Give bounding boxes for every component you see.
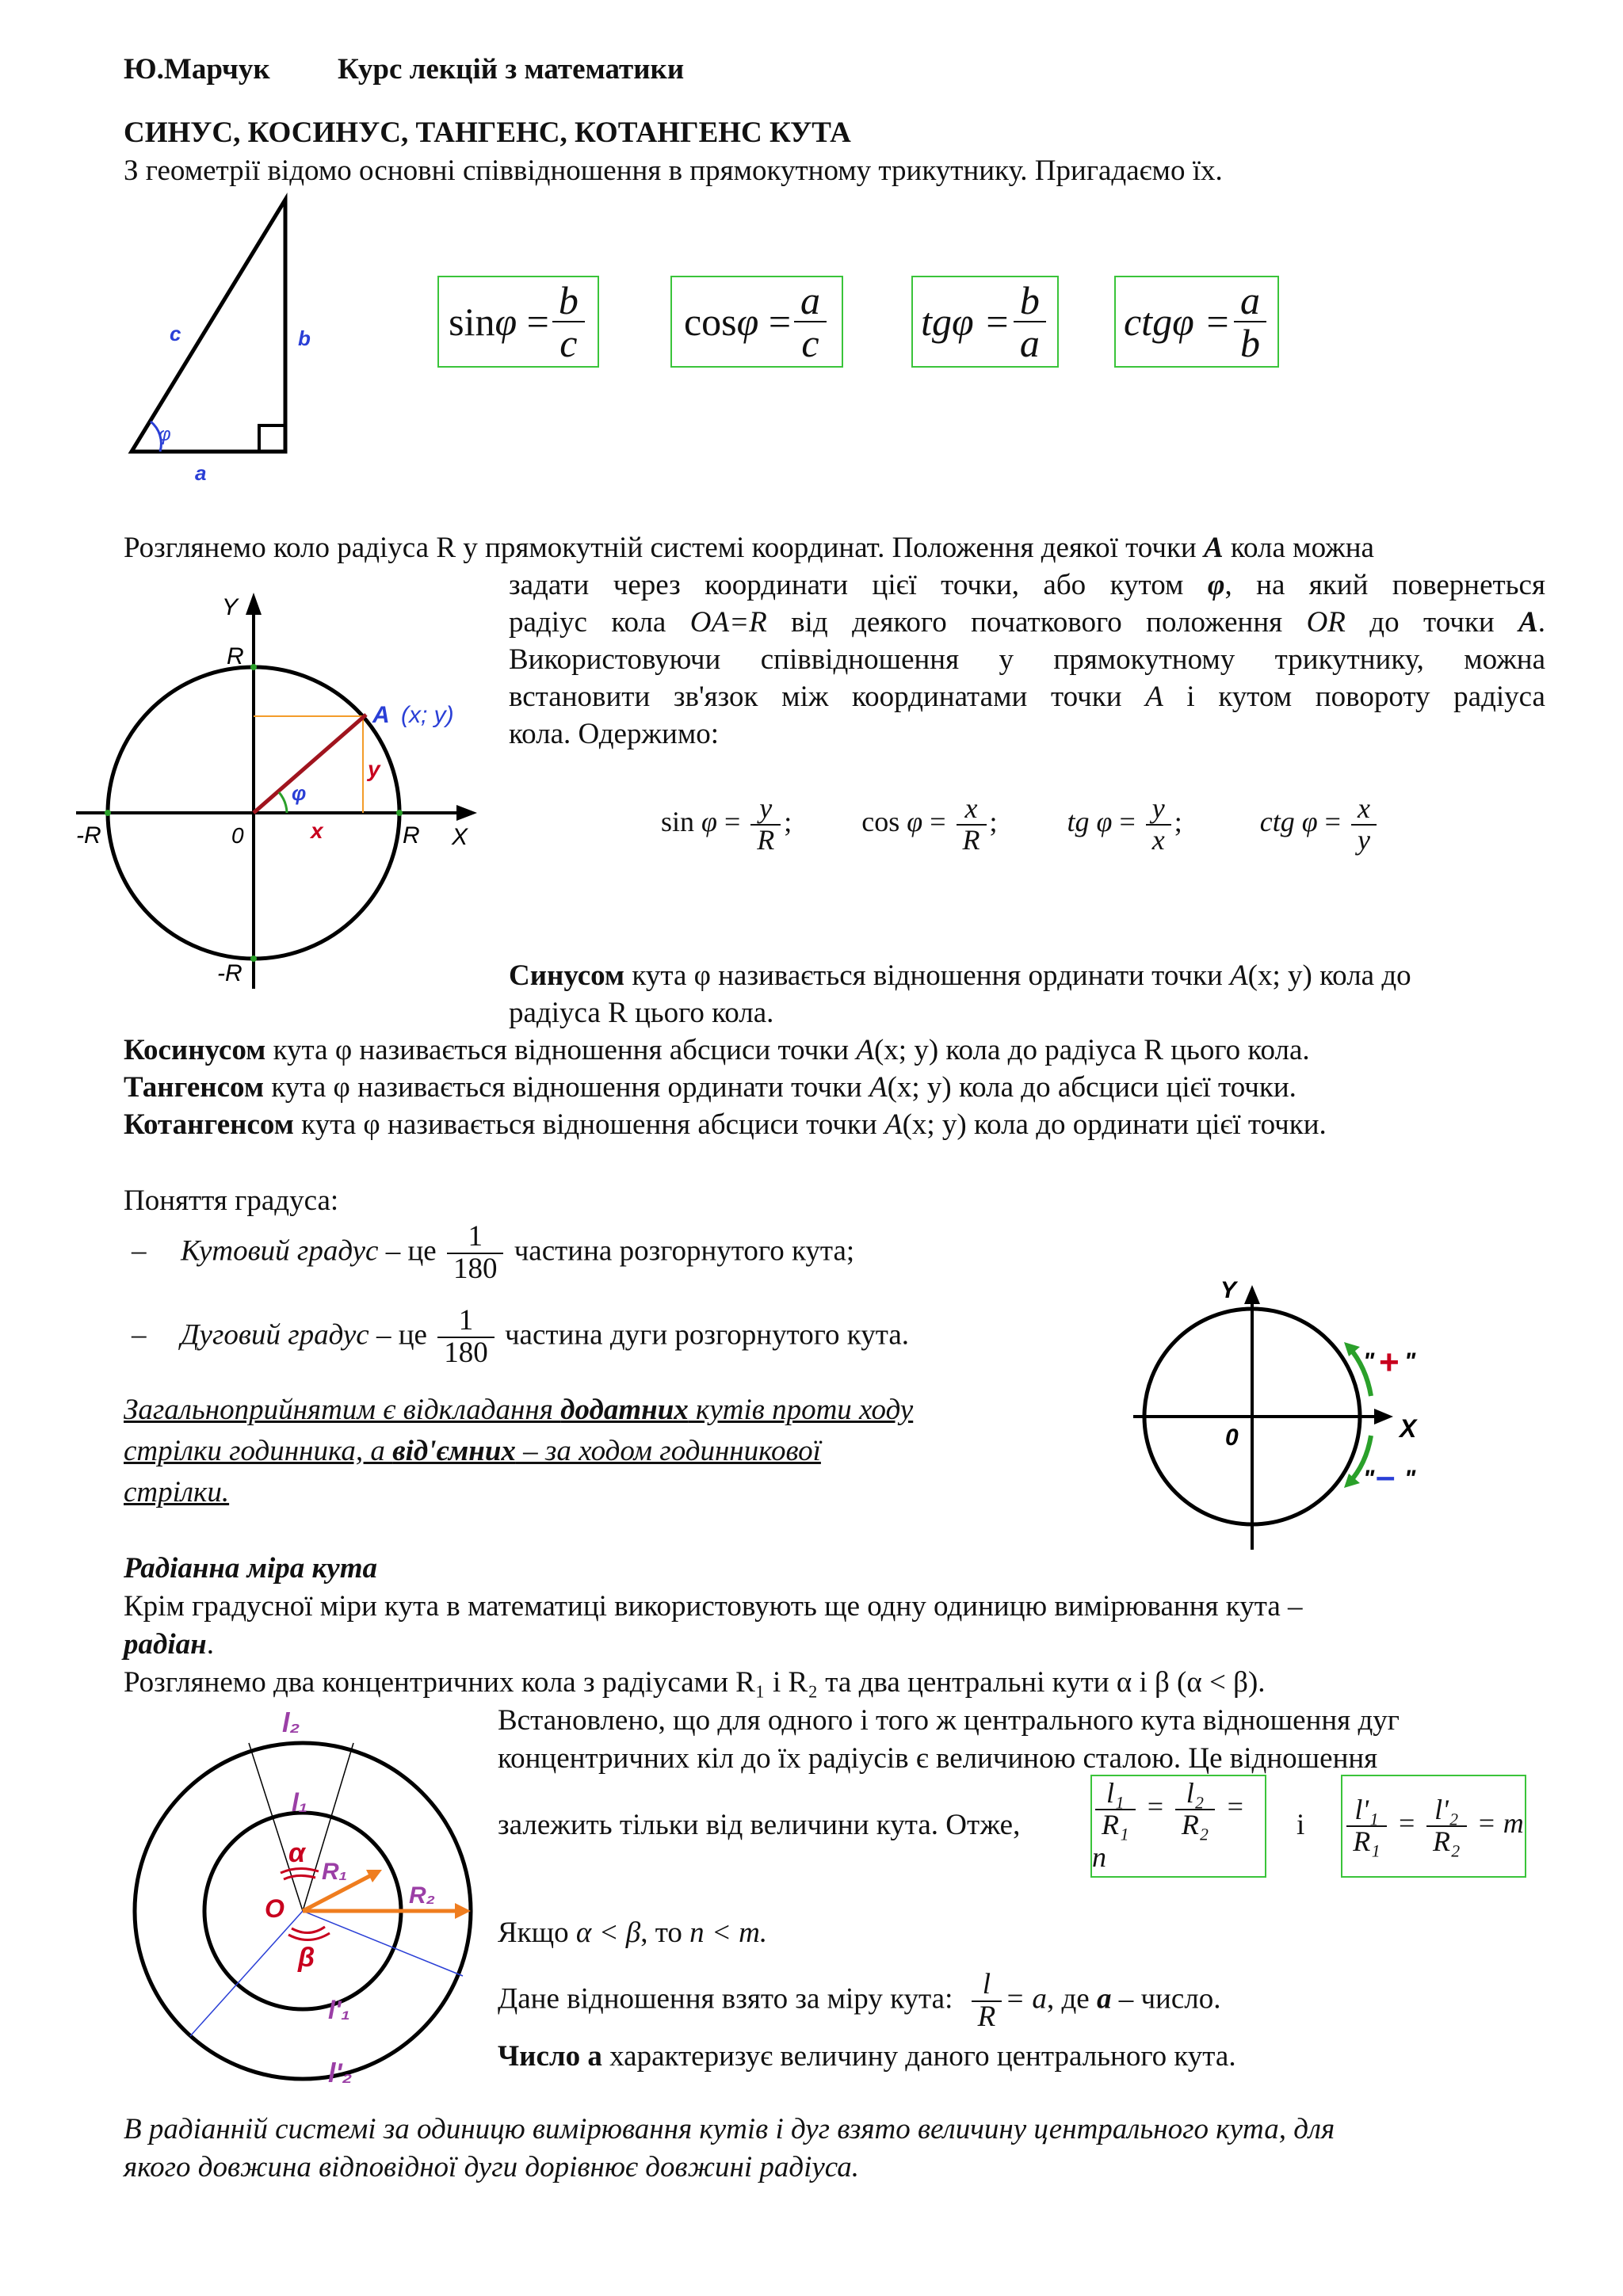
header-course: Курс лекцій з математики xyxy=(338,53,685,86)
circle-text-line6: кола. Одержимо: xyxy=(509,718,720,750)
orient-origin-label: 0 xyxy=(1225,1425,1239,1451)
r2-label: R₂ xyxy=(409,1882,436,1909)
degree-angular-item: – Кутовий градус – це $\frac{1}{180}$ частина розгорнутого кута; xyxy=(132,1220,855,1285)
beta-arc xyxy=(292,1927,325,1933)
side-c-label: c xyxy=(170,322,181,345)
svg-text:": " xyxy=(1363,1466,1375,1492)
orient-x-label: X xyxy=(1400,1414,1417,1443)
measure-statement: Дане відношення взято за міру кута: $\frac{l}{R}$ = a, де a – число. xyxy=(498,1968,1221,2033)
def-cot: Котангенсом кута φ називається відношення абсциси точки A(x; y) кола до ординати цієї точки. xyxy=(124,1108,1327,1141)
x-axis-arrow xyxy=(456,805,477,821)
y-axis-label: Y xyxy=(222,594,239,620)
radian-p3-line3: залежить тільки від величини кута. Отже, xyxy=(498,1809,1021,1841)
y-axis-arrow xyxy=(246,593,262,615)
triangle-shape xyxy=(132,200,285,452)
side-a-label: a xyxy=(195,461,207,485)
point-a-label: A xyxy=(372,702,390,728)
circle-text-line4: Використовуючи співвідношення у прямокутному трикутнику, можна xyxy=(509,643,1545,676)
side-b-label: b xyxy=(298,326,311,350)
coord-ctg: ctg φ = $\frac{x}{y}$ xyxy=(1260,806,1380,837)
coord-tg: tg φ = $\frac{y}{x}$ ; xyxy=(1067,792,1182,856)
radian-p3-line2: концентричних кіл до їх радіусів є величиною сталою. Це відношення xyxy=(498,1742,1378,1775)
degree-heading: Поняття градуса: xyxy=(124,1184,339,1217)
circle-text-line3: радіус кола OA=R від деякого початкового положення OR до точки A. xyxy=(509,606,1546,639)
radius-oa xyxy=(254,715,366,813)
l2-label: l₂ xyxy=(282,1708,300,1738)
coord-formulas xyxy=(661,794,1380,856)
def-tan: Тангенсом кута φ називається відношення ординати точки A(x; y) кола до абсциси цієї точки. xyxy=(124,1071,1296,1104)
svg-text:": " xyxy=(1404,1466,1416,1492)
radian-p1-line1: Крім градусної міри кута в математиці використовують ще одну одиницю вимірювання кута – xyxy=(124,1590,1303,1623)
r-right-label: R xyxy=(403,822,420,849)
sin-formula-box: sinφ = $\frac{b}{c}$ xyxy=(437,276,599,368)
origin-label: 0 xyxy=(231,823,244,848)
concentric-circles-diagram xyxy=(119,1703,491,2100)
o-label: O xyxy=(265,1894,285,1923)
ratio-m-box: $\frac{\text{l'₁}}{\text{R₁}}$ = $\frac{\text{l'₂}}{\text{R₂}}$ = m xyxy=(1341,1775,1526,1878)
final-line1: В радіанній системі за одиницю вимірювання кутів і дуг взято величину центрального кута, для xyxy=(124,2113,1335,2145)
coord-sin: sin φ = $\frac{y}{R}$ ; xyxy=(661,792,792,856)
radian-heading: Радіанна міра кута xyxy=(124,1552,377,1585)
degree-arc-item: – Дуговий градус – це $\frac{1}{180}$ частина дуги розгорнутого кута. xyxy=(132,1304,910,1369)
alpha-arc xyxy=(284,1875,315,1879)
intro-text: З геометрії відомо основні співвідношення в прямокутному трикутнику. Пригадаємо їх. xyxy=(124,154,1223,187)
orient-y-arrow xyxy=(1244,1285,1260,1304)
x-segment-label: x xyxy=(311,818,323,843)
header-author: Ю.Марчук xyxy=(124,53,270,86)
convention-line3: стрілки. xyxy=(124,1476,230,1508)
r-left-label: -R xyxy=(76,822,101,849)
point-coords-label: (x; y) xyxy=(401,702,454,728)
ctg-formula-box: ctgφ = $\frac{a}{b}$ xyxy=(1114,276,1279,368)
orientation-circle-diagram xyxy=(1125,1268,1442,1561)
angle-phi-label: φ xyxy=(292,781,307,805)
orient-y-label: Y xyxy=(1220,1277,1237,1303)
convention-line1: Загальноприйнятим є відкладання додатних кутів проти ходу xyxy=(124,1394,914,1426)
radian-p3-line1: Встановлено, що для одного і того ж центрального кута відношення дуг xyxy=(498,1704,1400,1737)
orient-x-arrow xyxy=(1374,1409,1393,1425)
x-axis-label: X xyxy=(452,824,468,850)
cos-formula-box: cosφ = $\frac{a}{c}$ xyxy=(670,276,843,368)
alpha-label: α xyxy=(288,1838,306,1868)
circle-text-line5: встановити зв'язок між координатами точки A і кутом повороту радіуса xyxy=(509,681,1545,713)
r1-label: R₁ xyxy=(322,1859,348,1885)
def-sin-line2: радіуса R цього кола. xyxy=(509,997,774,1029)
angle-phi-label: φ xyxy=(158,424,171,445)
def-cos: Косинусом кута φ називається відношення абсциси точки A(x; y) кола до радіуса R цього кола. xyxy=(124,1034,1310,1066)
if-statement: Якщо α < β, то n < m. xyxy=(498,1917,768,1949)
convention-line2: стрілки годинника, а від'ємних – за ходом годинникової xyxy=(124,1435,821,1467)
coord-cos: cos φ = $\frac{x}{R}$ ; xyxy=(861,792,998,856)
plus-sign: + xyxy=(1379,1343,1400,1382)
page-title: СИНУС, КОСИНУС, ТАНГЕНС, КОТАНГЕНС КУТА xyxy=(124,116,851,149)
svg-text:": " xyxy=(1404,1348,1416,1375)
circle-text-line1: Розглянемо коло радіуса R у прямокутній системі координат. Положення деякої точки A кола можна xyxy=(124,532,1374,564)
l1-prime-label: l'₁ xyxy=(328,1996,350,2024)
l1-label: l₁ xyxy=(292,1788,308,1817)
characterizes-statement: Число a характеризує величину даного центрального кута. xyxy=(498,2040,1236,2073)
y-segment-label: y xyxy=(368,757,380,781)
radian-p2: Розглянемо два концентричних кола з радіусами R₁ і R₂ та два центральні кути α і β (α < β). xyxy=(124,1666,1266,1699)
coordinate-circle-diagram xyxy=(76,585,504,997)
radian-p1-line2: радіан. xyxy=(124,1628,214,1661)
tg-formula-box: tgφ = $\frac{b}{a}$ xyxy=(911,276,1059,368)
r-bottom-label: -R xyxy=(217,960,242,986)
and-text: і xyxy=(1296,1809,1305,1841)
l2-prime-label: l'₂ xyxy=(328,2058,353,2088)
r-top-label: R xyxy=(227,643,244,669)
right-angle-mark xyxy=(259,425,285,452)
minus-sign: – xyxy=(1376,1457,1396,1496)
final-line2: якого довжина відповідної дуги дорівнює довжині радіуса. xyxy=(124,2151,860,2183)
angle-arc xyxy=(279,792,287,813)
ratio-n-box: $\frac{\text{l₁}}{\text{R₁}}$ = $\frac{\text{l₂}}{\text{R₂}}$ = n xyxy=(1090,1775,1266,1878)
svg-text:": " xyxy=(1363,1348,1375,1375)
right-triangle-diagram xyxy=(119,190,325,491)
def-sin-line1: Синусом кута φ називається відношення ординати точки A(x; y) кола до xyxy=(509,959,1411,992)
beta-label: β xyxy=(298,1943,315,1973)
circle-text-line2: задати через координати цієї точки, або кутом φ, на який повернеться xyxy=(509,569,1545,601)
